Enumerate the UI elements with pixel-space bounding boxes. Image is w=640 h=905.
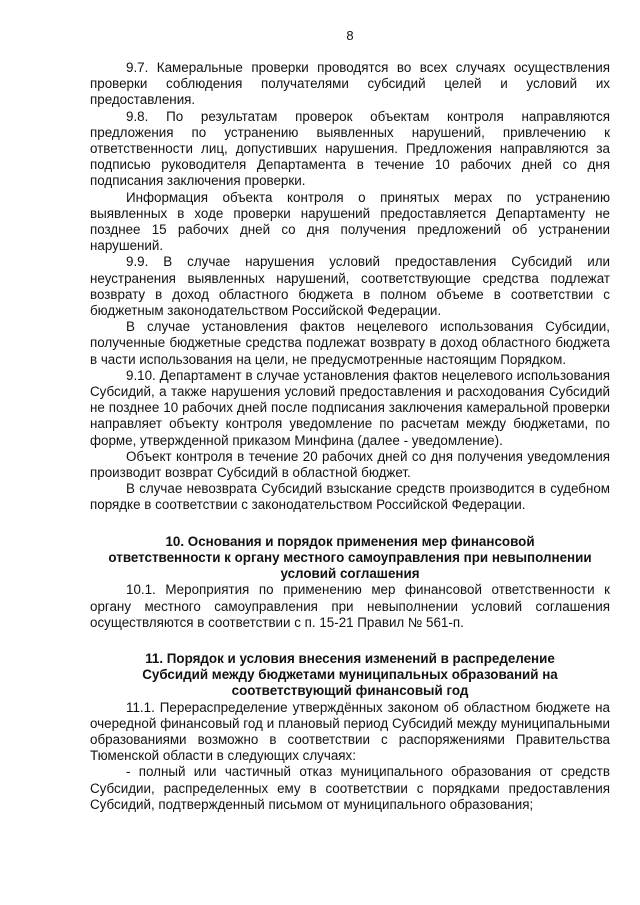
heading-line: 11. Порядок и условия внесения изменений в распределение	[145, 650, 555, 666]
paragraph-11-1: 11.1. Перераспределение утверждённых законом об областном бюджете на очередной финансовый год и плановый период Субсидий между муниципальными образованиями возможно в соответствии с распоряжениями Правительства Тюменской области в следующих случаях:	[90, 699, 610, 764]
paragraph-9-9: 9.9. В случае нарушения условий предоставления Субсидий или неустранения выявленных нарушений, соответствующие средства подлежат возврату в доход областного бюджета в полном объеме в соответствии с бюджетным законодательством Российской Федерации.	[90, 254, 610, 319]
heading-line: 10. Основания и порядок применения мер финансовой	[165, 533, 535, 549]
paragraph-misuse: В случае установления фактов нецелевого использования Субсидии, полученные бюджетные средства подлежат возврату в доход областного бюджета в части использования на цели, не предусмотренные настоящим Порядком.	[90, 319, 610, 367]
section-heading-10	[90, 534, 610, 583]
heading-line: соответствующий финансовый год	[231, 683, 469, 699]
heading-line: Субсидий между бюджетами муниципальных образований на	[142, 667, 558, 683]
heading-line: условий соглашения	[280, 566, 420, 582]
paragraph-10-1: 10.1. Мероприятия по применению мер финансовой ответственности к органу местного самоуправления при невыполнении условий соглашения осуществляются в соответствии с п. 15-21 Правил № 561-п.	[90, 582, 610, 630]
paragraph-refund: Объект контроля в течение 20 рабочих дней со дня получения уведомления производит возврат Субсидий в областной бюджет.	[90, 448, 610, 481]
paragraph-9-10: 9.10. Департамент в случае установления фактов нецелевого использования Субсидий, а также нарушения условий предоставления и расходования Субсидий не позднее 10 рабочих дней после подписания заключения камеральной проверки направляет объекту контроля уведомление по расчетам между бюджетами, по форме, утвержденной приказом Минфина (далее - уведомление).	[90, 367, 610, 448]
paragraph-non-refund: В случае невозврата Субсидий взыскание средств производится в судебном порядке в соответствии с законодательством Российской Федерации.	[90, 481, 610, 513]
heading-line: ответственности к органу местного самоуправления при невыполнении	[108, 549, 592, 565]
paragraph-9-8: 9.8. По результатам проверок объектам контроля направляются предложения по устранению выявленных нарушений, привлечению к ответственности лиц, допустивших нарушения. Предложения направляются за подписью руководителя Департамента в течение 10 рабочих дней со дня подписания заключения проверки.	[90, 108, 610, 189]
paragraph-refusal: - полный или частичный отказ муниципального образования от средств Субсидии, распределенных ему в соответствии с порядками предоставления Субсидий, подтвержденный письмом от муниципального образования;	[90, 764, 610, 812]
section-heading-11	[90, 651, 610, 700]
paragraph-9-7: 9.7. Камеральные проверки проводятся во всех случаях осуществления проверки соблюдения получателями субсидий целей и условий их предоставления.	[90, 60, 610, 108]
paragraph-control-info: Информация объекта контроля о принятых мерах по устранению выявленных в ходе проверки нарушений предоставляется Департаменту не позднее 15 рабочих дней со дня получения предложений об устранении нарушений.	[90, 189, 610, 254]
document-page	[90, 28, 610, 813]
page-number: 8	[346, 28, 354, 43]
